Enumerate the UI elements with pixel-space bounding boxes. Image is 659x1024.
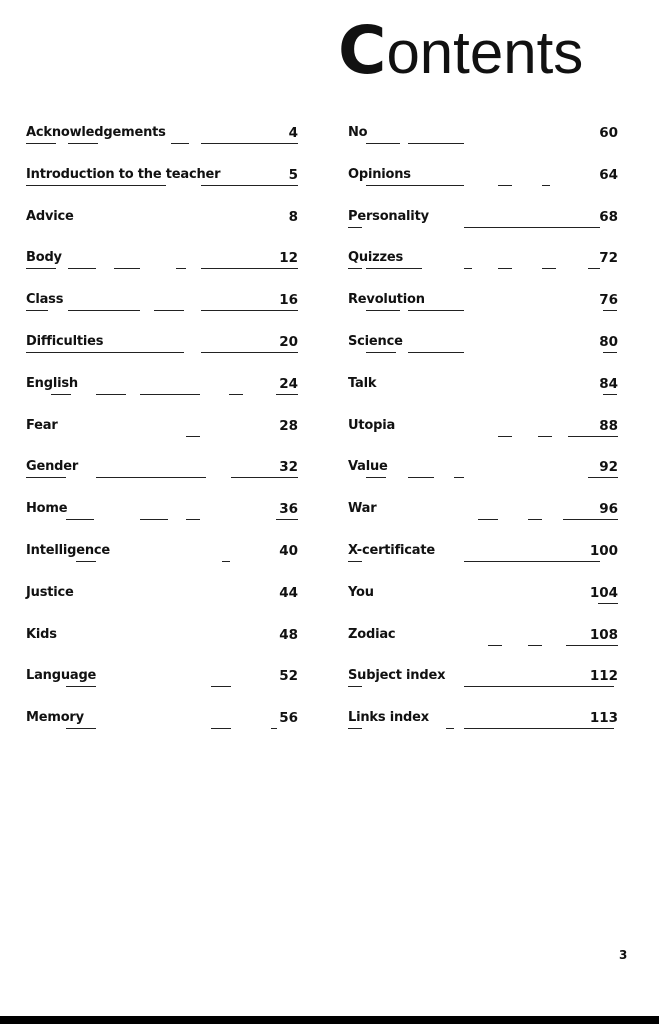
page-title bbox=[338, 12, 584, 89]
page-number: 3 bbox=[619, 948, 628, 962]
toc-entry-label: Gender bbox=[26, 458, 82, 476]
toc-entry[interactable] bbox=[26, 166, 298, 208]
toc-entry-label: Quizzes bbox=[348, 249, 407, 267]
toc-entry-label: Home bbox=[26, 500, 71, 518]
toc-entry-page: 60 bbox=[596, 124, 618, 142]
leader-line bbox=[26, 477, 298, 478]
toc-entry[interactable] bbox=[348, 667, 618, 709]
toc-entry-page: 100 bbox=[587, 542, 618, 560]
leader-line bbox=[348, 603, 618, 604]
leader-line bbox=[348, 728, 618, 729]
toc-entry[interactable] bbox=[26, 124, 298, 166]
leader-line bbox=[348, 686, 618, 687]
toc-entry-label: Body bbox=[26, 249, 66, 267]
leader-line bbox=[26, 436, 298, 437]
toc-entry-label: Fear bbox=[26, 417, 62, 435]
leader-line bbox=[348, 185, 618, 186]
toc-entry[interactable] bbox=[348, 124, 618, 166]
toc-entry-page: 52 bbox=[276, 667, 298, 685]
leader-line bbox=[348, 227, 618, 228]
toc-entry-label: Memory bbox=[26, 709, 88, 727]
title-initial: C bbox=[338, 12, 387, 89]
toc-entry-page: 40 bbox=[276, 542, 298, 560]
toc-entry[interactable] bbox=[348, 333, 618, 375]
toc-entry-label: Language bbox=[26, 667, 100, 685]
toc-entry-label: Utopia bbox=[348, 417, 399, 435]
toc-entry-label: Subject index bbox=[348, 667, 449, 685]
toc-entry[interactable] bbox=[26, 667, 298, 709]
leader-line bbox=[26, 268, 298, 269]
toc-entry[interactable] bbox=[348, 166, 618, 208]
toc-entry[interactable] bbox=[348, 500, 618, 542]
leader-line bbox=[26, 728, 298, 729]
toc-entry-label: Justice bbox=[26, 584, 78, 602]
leader-line bbox=[348, 519, 618, 520]
toc-entry[interactable] bbox=[348, 208, 618, 250]
leader-line bbox=[26, 561, 298, 562]
toc-entry[interactable] bbox=[348, 375, 618, 417]
title-rest: ontents bbox=[386, 19, 584, 86]
toc-entry[interactable] bbox=[348, 249, 618, 291]
toc-entry-page: 84 bbox=[596, 375, 618, 393]
toc-entry[interactable] bbox=[26, 249, 298, 291]
leader-line bbox=[26, 352, 298, 353]
toc-entry-page: 48 bbox=[276, 626, 298, 644]
toc-entry[interactable] bbox=[348, 542, 618, 584]
toc-entry-label: War bbox=[348, 500, 380, 518]
toc-entry-page: 32 bbox=[276, 458, 298, 476]
toc-entry-page: 64 bbox=[596, 166, 618, 184]
toc-entry[interactable] bbox=[26, 542, 298, 584]
leader-line bbox=[348, 561, 618, 562]
toc-entry-page: 108 bbox=[587, 626, 618, 644]
bottom-edge-bar bbox=[0, 1016, 659, 1024]
toc-entry-label: You bbox=[348, 584, 378, 602]
toc-entry[interactable] bbox=[26, 417, 298, 459]
leader-line bbox=[348, 352, 618, 353]
toc-entry-page: 92 bbox=[596, 458, 618, 476]
toc-entry-page: 8 bbox=[286, 208, 298, 226]
toc-entry-page: 44 bbox=[276, 584, 298, 602]
toc-entry-label: No bbox=[348, 124, 371, 142]
toc-entry-page: 76 bbox=[596, 291, 618, 309]
toc-entry-page: 68 bbox=[596, 208, 618, 226]
toc-entry-page: 104 bbox=[587, 584, 618, 602]
toc-entry-page: 88 bbox=[596, 417, 618, 435]
toc-right-column bbox=[348, 124, 618, 751]
toc-entry-label: Talk bbox=[348, 375, 380, 393]
toc-entry-label: Revolution bbox=[348, 291, 429, 309]
toc-left-column bbox=[26, 124, 298, 751]
toc-entry-page: 112 bbox=[587, 667, 618, 685]
toc-entry-label: X-certificate bbox=[348, 542, 439, 560]
toc-entry[interactable] bbox=[26, 208, 298, 250]
toc-entry[interactable] bbox=[26, 458, 298, 500]
toc-entry-label: Science bbox=[348, 333, 407, 351]
toc-entry[interactable] bbox=[348, 417, 618, 459]
toc-entry-page: 4 bbox=[286, 124, 298, 142]
toc-entry-label: Acknowledgements bbox=[26, 124, 170, 142]
toc-entry-page: 5 bbox=[286, 166, 298, 184]
toc-entry-page: 56 bbox=[276, 709, 298, 727]
leader-line bbox=[348, 645, 618, 646]
toc-entry[interactable] bbox=[348, 584, 618, 626]
toc-entry-label: English bbox=[26, 375, 82, 393]
toc-entry-label: Links index bbox=[348, 709, 433, 727]
toc-entry[interactable] bbox=[26, 333, 298, 375]
leader-line bbox=[26, 519, 298, 520]
toc-entry-page: 28 bbox=[276, 417, 298, 435]
toc-entry[interactable] bbox=[26, 626, 298, 668]
leader-line bbox=[26, 394, 298, 395]
toc-entry-label: Value bbox=[348, 458, 392, 476]
toc-entry[interactable] bbox=[348, 291, 618, 333]
toc-entry-page: 96 bbox=[596, 500, 618, 518]
leader-line bbox=[348, 436, 618, 437]
toc-entry[interactable] bbox=[348, 626, 618, 668]
toc-entry-label: Introduction to the teacher bbox=[26, 166, 224, 184]
toc-entry-label: Personality bbox=[348, 208, 433, 226]
toc-entry-label: Difficulties bbox=[26, 333, 107, 351]
leader-line bbox=[26, 143, 298, 144]
toc-entry[interactable] bbox=[348, 709, 618, 751]
toc-entry-page: 36 bbox=[276, 500, 298, 518]
toc-entry-page: 113 bbox=[587, 709, 618, 727]
toc-entry[interactable] bbox=[26, 375, 298, 417]
toc-entry[interactable] bbox=[26, 584, 298, 626]
leader-line bbox=[26, 310, 298, 311]
toc-entry-page: 12 bbox=[276, 249, 298, 267]
leader-line bbox=[348, 477, 618, 478]
toc-entry-label: Zodiac bbox=[348, 626, 399, 644]
toc-entry-label: Intelligence bbox=[26, 542, 114, 560]
toc-entry[interactable] bbox=[26, 500, 298, 542]
toc-entry-page: 80 bbox=[596, 333, 618, 351]
toc-entry[interactable] bbox=[26, 709, 298, 751]
toc-entry-label: Advice bbox=[26, 208, 78, 226]
toc-entry-page: 72 bbox=[596, 249, 618, 267]
toc-entry[interactable] bbox=[26, 291, 298, 333]
toc-entry[interactable] bbox=[348, 458, 618, 500]
leader-line bbox=[348, 310, 618, 311]
toc-entry-page: 24 bbox=[276, 375, 298, 393]
leader-line bbox=[26, 686, 298, 687]
toc-entry-label: Class bbox=[26, 291, 67, 309]
toc-entry-label: Kids bbox=[26, 626, 61, 644]
toc-entry-label: Opinions bbox=[348, 166, 415, 184]
leader-line bbox=[348, 394, 618, 395]
leader-line bbox=[348, 143, 618, 144]
toc-entry-page: 16 bbox=[276, 291, 298, 309]
toc-entry-page: 20 bbox=[276, 333, 298, 351]
leader-line bbox=[348, 268, 618, 269]
leader-line bbox=[26, 185, 298, 186]
